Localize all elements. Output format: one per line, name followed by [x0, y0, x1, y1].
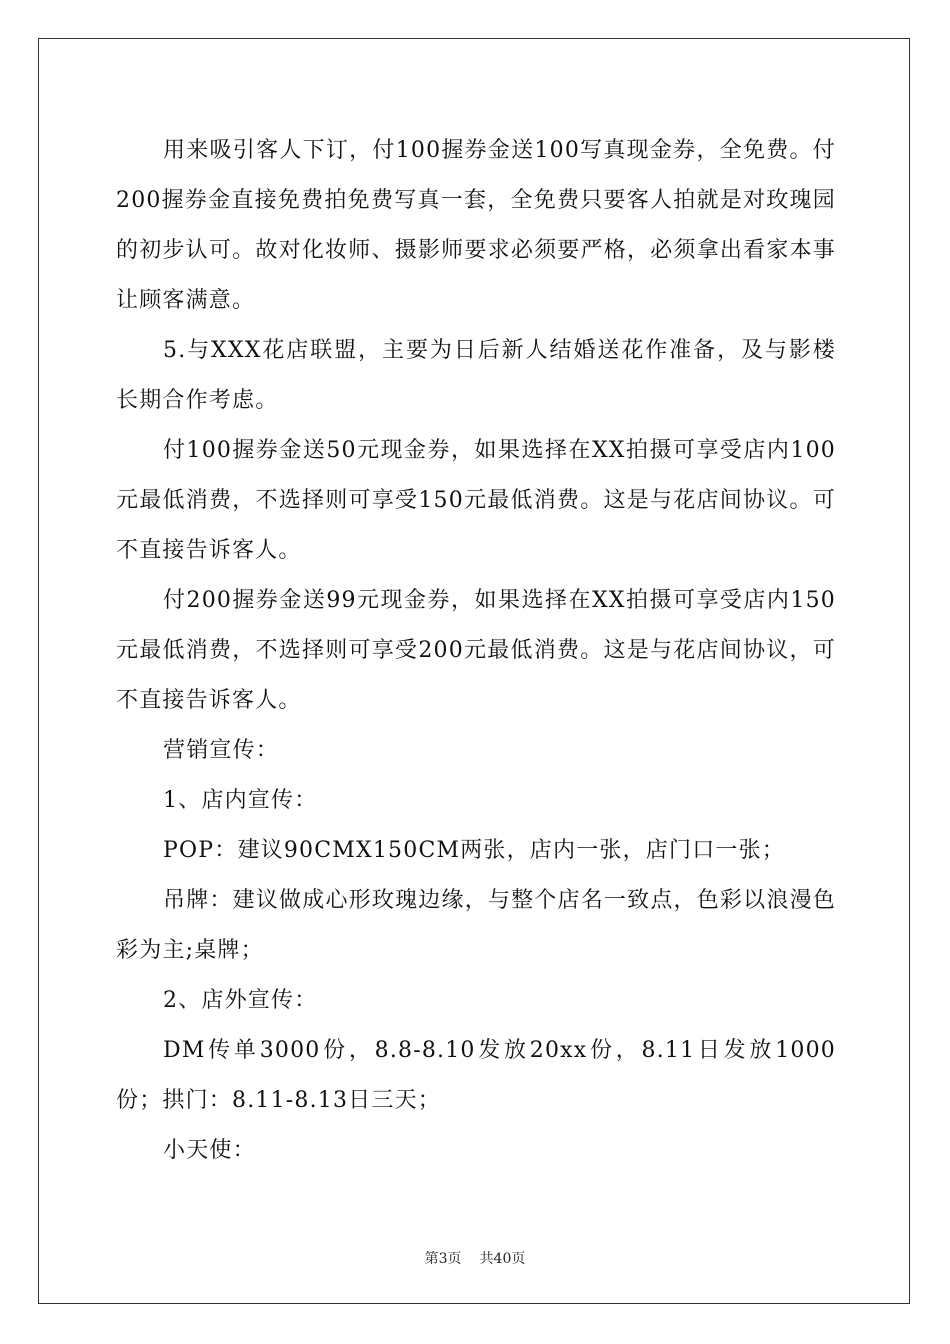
paragraph-4: 付200握券金送99元现金券，如果选择在XX拍摄可享受店内150元最低消费，不选择则可享受200元最低消费。这是与花店间协议，可不直接告诉客人。: [116, 588, 836, 713]
paragraph-1: 用来吸引客人下订，付100握券金送100写真现金券，全免费。付200握券金直接免费拍免费写真一套，全免费只要客人拍就是对玫瑰园的初步认可。故对化妆师、摄影师要求必须要严格，必须拿出看家本事让顾客满意。: [116, 138, 836, 313]
paragraph-angel: 小天使：: [163, 1138, 256, 1163]
subheading-in-store: 1、店内宣传：: [163, 788, 318, 813]
paragraph-2: 5.与XXX花店联盟，主要为日后新人结婚送花作准备，及与影楼长期合作考虑。: [116, 338, 836, 413]
paragraph-dm: DM传单3000份，8.8-8.10发放20xx份，8.11日发放1000份；拱门：8.11-8.13日三天；: [116, 1038, 836, 1113]
subheading-outdoor: 2、店外宣传：: [163, 988, 318, 1013]
page-footer: [0, 1248, 950, 1268]
document-body: [116, 126, 836, 1176]
page-number-current: 第3页: [424, 1251, 462, 1267]
paragraph-pop: POP：建议90CMX150CM两张，店内一张，店门口一张；: [163, 838, 786, 863]
section-heading-marketing: 营销宣传：: [163, 738, 280, 763]
page-number-total: 共40页: [479, 1251, 526, 1267]
paragraph-tag: 吊牌：建议做成心形玫瑰边缘，与整个店名一致点，色彩以浪漫色彩为主;桌牌；: [116, 888, 836, 963]
paragraph-3: 付100握券金送50元现金券，如果选择在XX拍摄可享受店内100元最低消费，不选择则可享受150元最低消费。这是与花店间协议。可不直接告诉客人。: [116, 438, 836, 563]
